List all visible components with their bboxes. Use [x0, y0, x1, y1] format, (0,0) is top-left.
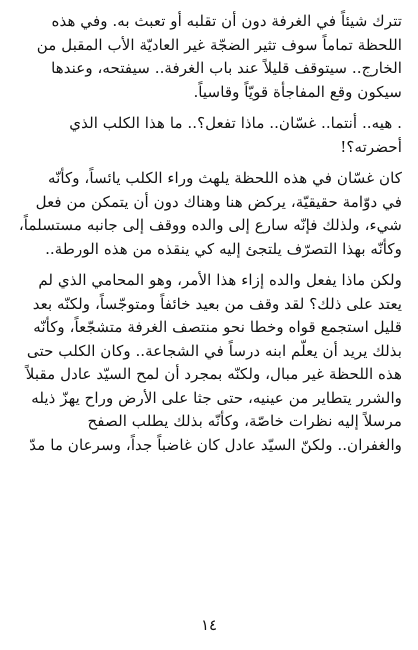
- paragraph-3: كان غسّان في هذه اللحظة يلهث وراء الكلب يائساً، وكأنّه في دوّامة حقيقيّة، يركض هنا وهناك دون أن يتمكن من فعل شيء، ولذلك فإنّه سارع إلى والده ووقف إلى جانبه مستسلماً، وكأنّه بهذا التصرّف يلتجئ إليه كي ينقذه من هذه الورطة..: [18, 169, 402, 258]
- paragraph-4: ولكن ماذا يفعل والده إزاء هذا الأمر، وهو المحامي الذي لم يعتد على ذلك؟ لقد وقف من بعيد خائفاً ومتوجّساً، ولكنّه بعد قليل استجمع قواه وخطا نحو منتصف الغرفة متشجّعاً، وكأنّه بذلك يريد أن يعلّم ابنه درساً في الشجاعة.. وكان الكلب حتى هذه اللحظة غير مبال، ولكنّه بمجرد أن لمح السيّد عادل مقبلاً والشرر يتطاير من عينيه، حتى جثا على الأرض وراح يهزّ ذيله مرسلاً إليه نظرات خاصّة، وكأنّه بذلك يطلب الصفح والغفران.. ولكنّ السيّد عادل كان غاضباً جداً، وسرعان ما مدّ: [25, 271, 402, 454]
- page-number: ١٤: [200, 616, 218, 634]
- paragraph-2: . هيه.. أنتما.. غسّان.. ماذا تفعل؟.. ما هذا الكلب الذي أحضرته؟!: [69, 114, 402, 156]
- paragraph-1: تترك شيئاً في الغرفة دون أن تقلبه أو تعبث به. وفي هذه اللحظة تماماً سوف تثير الضجّة غير العاديّة الأب المقبل من الخارج.. سيتوقف قليلاً عند باب الغرفة.. سيفتحه، وعندها سيكون وقع المفاجأة قويّاً وقاسياً.: [36, 12, 402, 101]
